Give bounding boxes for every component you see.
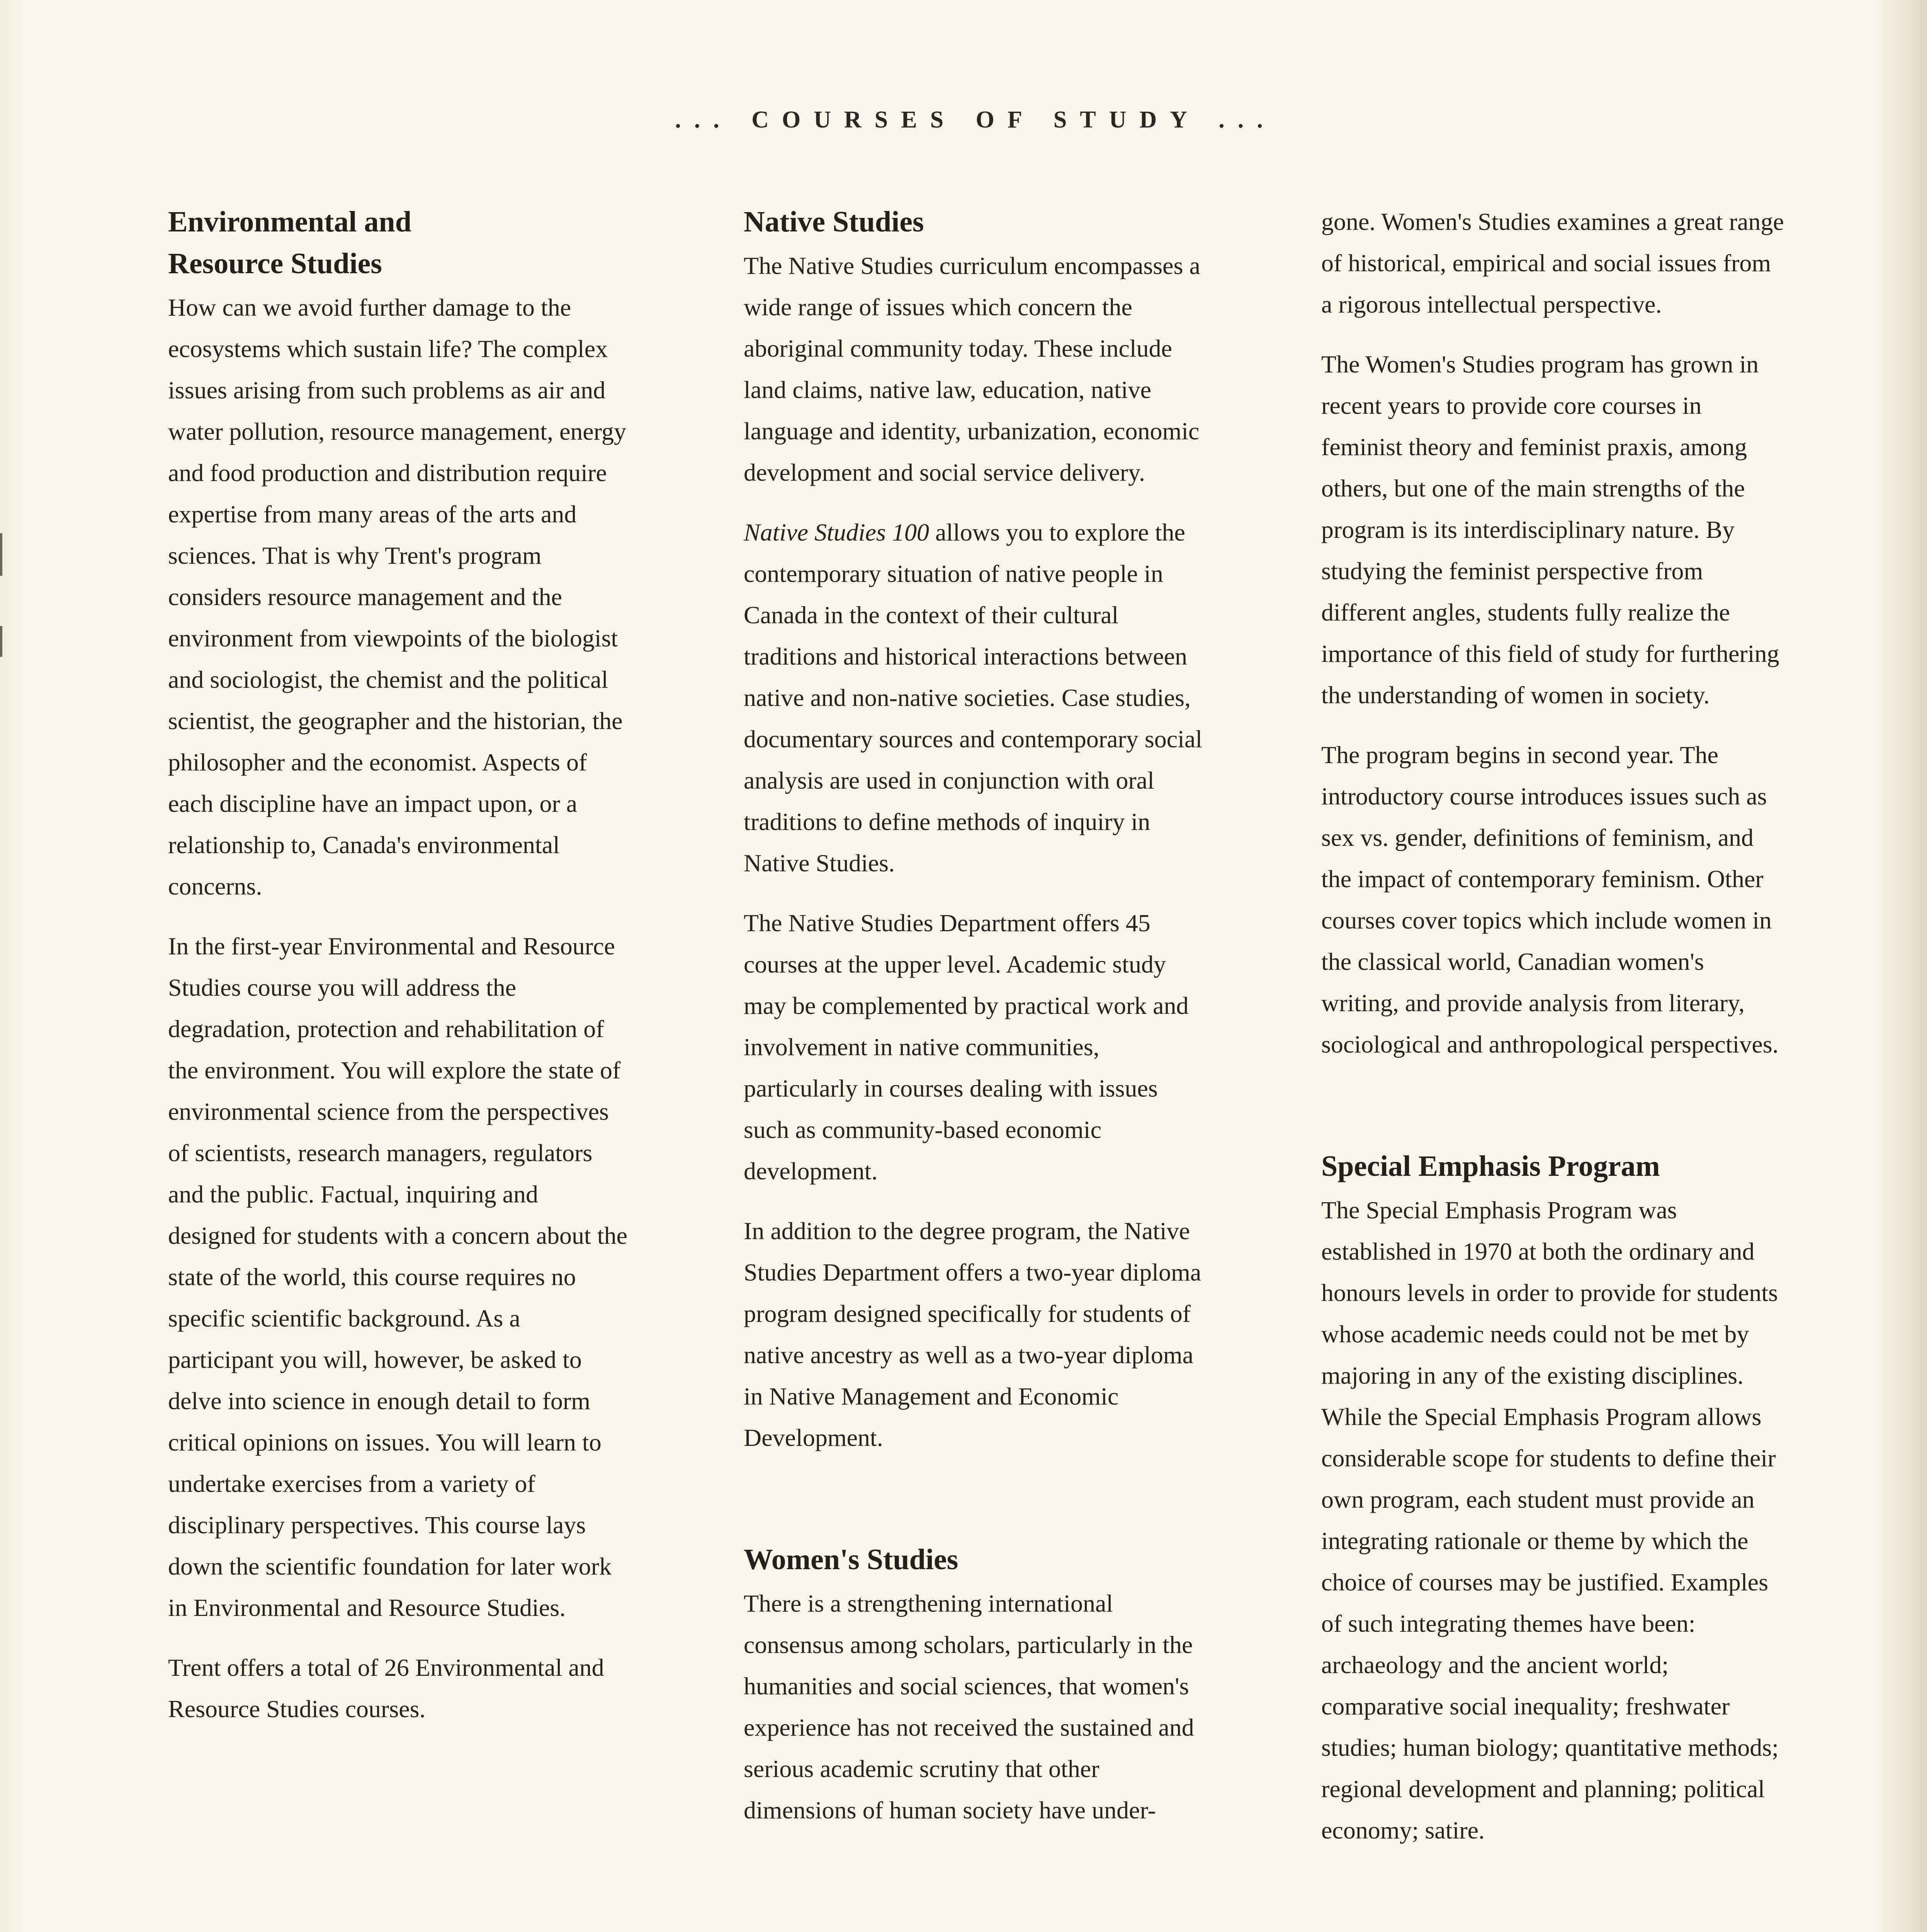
scan-edge-mark (0, 626, 2, 657)
section-special-emphasis-program (1321, 1145, 1785, 1851)
section-heading: Environmental and Resource Studies (168, 206, 411, 280)
section-spacer (744, 1477, 1207, 1539)
paragraph: The Native Studies Department offers 45 courses at the upper level. Academic study may be complemented by practical work and involvement in native communities, particularly in courses dealing with issues such as community-based economic development. (744, 909, 1189, 1185)
paragraph: In the first-year Environmental and Resource Studies course you will address the degradation, protection and rehabilitation of the environment. You will explore the state of environmental science from the perspectives of scientists, research managers, regulators and the public. Factual, inquiring and designed for students with a concern about the state of the world, this course requires no specific scientific background. As a participant you will, however, be asked to delve into science in enough detail to form critical opinions on issues. You will learn to undertake exercises from a variety of disciplinary perspectives. This course lays down the scientific foundation for later work in Environmental and Resource Studies. (168, 932, 627, 1621)
scan-edge-mark (0, 533, 2, 576)
paragraph: The Special Emphasis Program was established in 1970 at both the ordinary and honours levels in order to provide for students whose academic needs could not be met by majoring in any of the existing disciplines. While the Special Emphasis Program allows considerable scope for students to define their own program, each student must provide an integrating rationale or theme by which the choice of courses may be justified. Examples of such integrating themes have been: archaeology and the ancient world; comparative social inequality; freshwater studies; human biology; quantitative methods; regional development and planning; political economy; satire. (1321, 1196, 1779, 1844)
paragraph: How can we avoid further damage to the ecosystems which sustain life? The complex issues arising from such problems as air and water pollution, resource management, energy and food production and distribution require expertise from many areas of the arts and sciences. That is why Trent's program considers resource management and the environment from viewpoints of the biologist and sociologist, the chemist and the political scientist, the geographer and the historian, the philosopher and the economist. Aspects of each discipline have an impact upon, or a relationship to, Canada's environmental concerns. (168, 294, 626, 900)
column-middle (744, 201, 1207, 1849)
section-heading: Special Emphasis Program (1321, 1150, 1660, 1182)
course-title: Native Studies 100 (744, 519, 929, 546)
paragraph: The program begins in second year. The introductory course introduces issues such as sex vs. gender, definitions of feminism, and the impact of contemporary feminism. Other courses cover topics which include women in the classical world, Canadian women's writing, and provide analysis from literary, sociological and anthropological perspectives. (1321, 741, 1779, 1058)
section-womens-studies-continued (1321, 201, 1785, 1065)
section-womens-studies (744, 1539, 1207, 1831)
section-heading: Native Studies (744, 206, 924, 238)
paragraph: In addition to the degree program, the Native Studies Department offers a two-year diploma program designed specifically for students of native ancestry as well as a two-year diploma in Native Management and Economic Development. (744, 1217, 1201, 1451)
running-head: ... COURSES OF STUDY ... (675, 107, 1276, 133)
column-right (1321, 201, 1785, 1869)
paragraph (744, 512, 1207, 884)
section-heading: Women's Studies (744, 1543, 958, 1576)
section-environmental-resource-studies (168, 201, 632, 1730)
paragraph: The Native Studies curriculum encompasses a wide range of issues which concern the aboriginal community today. These include land claims, native law, education, native language and identity, urbanization, economic development and social service delivery. (744, 252, 1200, 486)
paragraph: Trent offers a total of 26 Environmental and Resource Studies courses. (168, 1654, 604, 1723)
paragraph: There is a strengthening international consensus among scholars, particularly in the humanities and social sciences, that women's experience has not received the sustained and serious academic scrutiny that other dimensions of human society have under- (744, 1590, 1194, 1824)
paragraph: The Women's Studies program has grown in recent years to provide core courses in feminist theory and feminist praxis, among others, but one of the main strengths of the program is its interdisciplinary nature. By studying the feminist perspective from different angles, students fully realize the importance of this field of study for furthering the understanding of women in society. (1321, 350, 1779, 709)
section-native-studies (744, 201, 1207, 1458)
paragraph: gone. Women's Studies examines a great range of historical, empirical and social issues from a rigorous intellectual perspective. (1321, 208, 1784, 318)
section-spacer (1321, 1083, 1785, 1145)
column-left (168, 201, 632, 1748)
paragraph-text: allows you to explore the contemporary situation of native people in Canada in the context of their cultural traditions and historical interactions between native and non-native societies. Case studies, documentary sources and contemporary social analysis are used in conjunction with oral traditions to define methods of inquiry in Native Studies. (744, 519, 1203, 877)
